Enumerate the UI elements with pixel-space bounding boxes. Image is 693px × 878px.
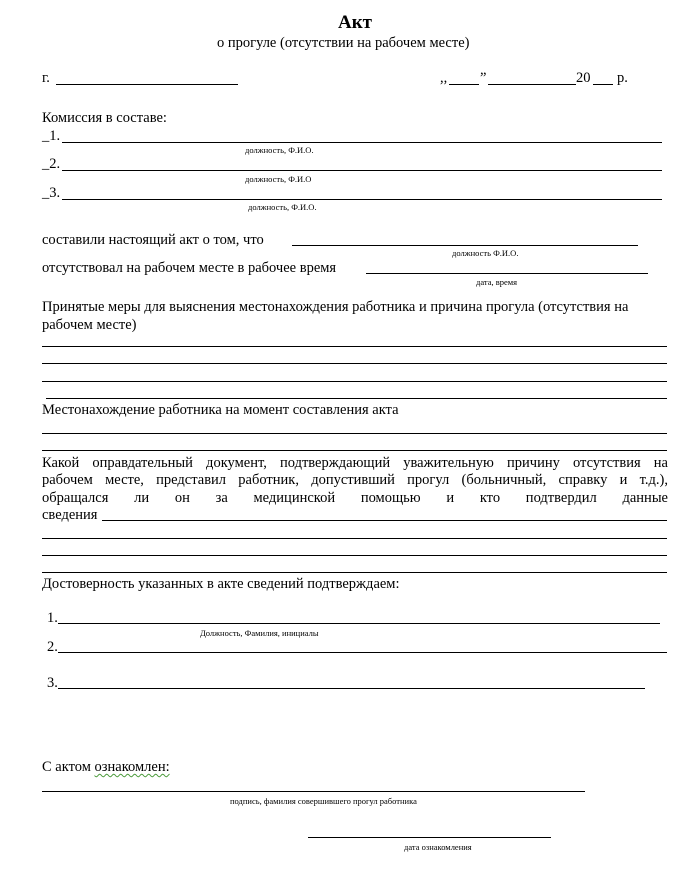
commission-member-caption: должность, Ф.И.О <box>245 174 312 184</box>
confirm-member-number: 2. <box>47 639 58 655</box>
date-close-quote: ” <box>480 70 487 86</box>
city-field[interactable] <box>56 84 238 85</box>
signature-field[interactable] <box>42 791 585 792</box>
date-suffix: р. <box>617 70 628 86</box>
date-year-field[interactable] <box>593 84 613 85</box>
commission-member-field[interactable] <box>62 199 662 200</box>
city-label: г. <box>42 70 50 86</box>
date-month-field[interactable] <box>488 84 576 85</box>
justification-line: сведения <box>42 507 98 523</box>
location-line[interactable] <box>42 433 667 434</box>
confirm-member-number: 3. <box>47 675 58 691</box>
location-heading: Местонахождение работника на момент составления акта <box>42 402 399 418</box>
measures-line[interactable] <box>42 381 667 382</box>
absence-datetime-caption: дата, время <box>476 277 518 287</box>
measures-line[interactable] <box>46 398 667 399</box>
confirm-member-field[interactable] <box>58 623 660 624</box>
justification-field[interactable] <box>102 520 667 521</box>
commission-member-caption: должность, Ф.И.О. <box>248 202 317 212</box>
commission-member-number: _2. <box>42 156 61 172</box>
confirm-member-field[interactable] <box>58 652 667 653</box>
date-open-quote: ,, <box>440 70 448 86</box>
justification-field[interactable] <box>42 538 667 539</box>
acquainted-date-field[interactable] <box>308 837 551 838</box>
acquainted-prefix: С актом <box>42 759 95 775</box>
justification-line: Какой оправдательный документ, подтверждающий уважительную причину отсутствия на <box>42 455 668 471</box>
employee-caption: должность Ф.И.О. <box>452 248 519 258</box>
justification-field[interactable] <box>42 555 667 556</box>
location-line[interactable] <box>42 450 667 451</box>
measures-line[interactable] <box>42 346 667 347</box>
acquainted-word: ознакомлен: <box>94 759 170 775</box>
measures-heading: Принятые меры для выяснения местонахождения работника и причина прогула (отсутствия на рабочем месте) <box>42 299 629 333</box>
commission-member-number: _3. <box>42 185 61 201</box>
commission-member-field[interactable] <box>62 170 662 171</box>
confirm-heading: Достоверность указанных в акте сведений подтверждаем: <box>42 576 400 592</box>
document-title: Акт <box>338 12 373 33</box>
commission-heading: Комиссия в составе: <box>42 110 167 126</box>
absence-datetime-field[interactable] <box>366 273 648 274</box>
date-year-prefix: 20 <box>576 70 591 86</box>
measures-line[interactable] <box>42 363 667 364</box>
justification-line: рабочем месте, представил работник, допустивший прогул (больничный, справку и т.д.), <box>42 472 668 488</box>
absence-statement: отсутствовал на рабочем месте в рабочее время <box>42 260 337 276</box>
confirm-member-caption: Должность, Фамилия, инициалы <box>200 628 319 638</box>
confirm-member-number: 1. <box>47 610 58 626</box>
date-day-field[interactable] <box>449 84 479 85</box>
acquainted-label <box>42 759 170 776</box>
commission-member-field[interactable] <box>62 142 662 143</box>
document-subtitle: о прогуле (отсутствии на рабочем месте) <box>217 35 470 51</box>
signature-caption: подпись, фамилия совершившего прогул работника <box>230 796 417 806</box>
commission-member-number: _1. <box>42 128 61 144</box>
justification-line: обращался ли он за медицинской помощью и кто подтвердил данные <box>42 490 668 506</box>
employee-field[interactable] <box>292 245 638 246</box>
acquainted-date-caption: дата ознакомления <box>404 842 472 852</box>
confirm-member-field[interactable] <box>58 688 645 689</box>
commission-member-caption: должность, Ф.И.О. <box>245 145 314 155</box>
justification-field[interactable] <box>42 572 667 573</box>
act-statement: составили настоящий акт о том, что <box>42 232 264 248</box>
